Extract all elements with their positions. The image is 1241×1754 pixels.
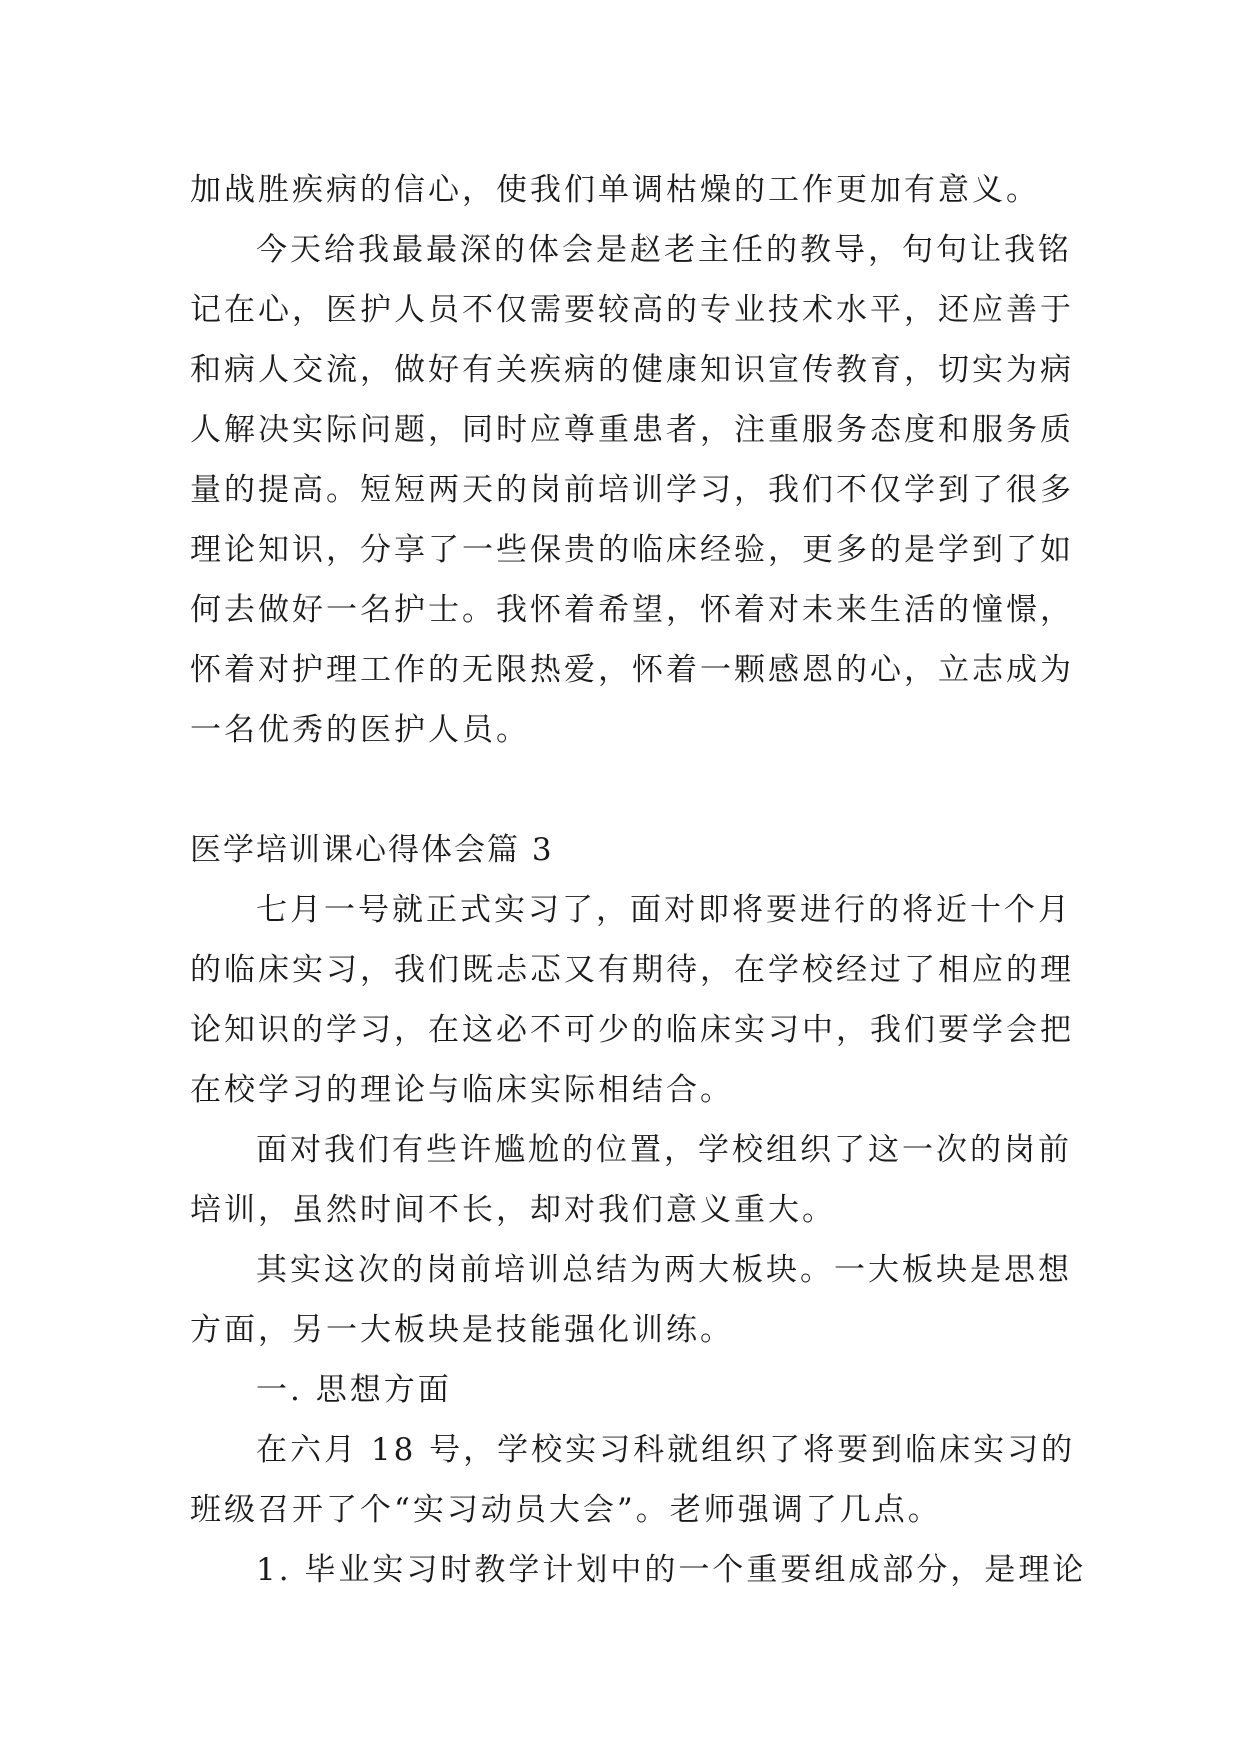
paragraph-line: 培训，虽然时间不长，却对我们意义重大。 (190, 1192, 836, 1228)
paragraph-line: 何去做好一名护士。我怀着希望，怀着对未来生活的憧憬， (190, 592, 1074, 628)
paragraph-line: 加战胜疾病的信心，使我们单调枯燥的工作更加有意义。 (190, 172, 1040, 208)
paragraph-line: 记在心，医护人员不仅需要较高的专业技术水平，还应善于 (190, 292, 1074, 328)
paragraph-line: 方面，另一大板块是技能强化训练。 (190, 1312, 734, 1348)
section-title: 医学培训课心得体会篇 3 (190, 832, 554, 868)
paragraph-line: 的临床实习，我们既忐忑又有期待，在学校经过了相应的理 (190, 952, 1074, 988)
paragraph-line: 量的提高。短短两天的岗前培训学习，我们不仅学到了很多 (190, 472, 1074, 508)
subheading: 一. 思想方面 (256, 1372, 452, 1408)
paragraph-line: 1. 毕业实习时教学计划中的一个重要组成部分，是理论 (256, 1552, 1087, 1588)
paragraph-line: 其实这次的岗前培训总结为两大板块。一大板块是思想 (256, 1252, 1072, 1288)
paragraph-line: 论知识的学习，在这必不可少的临床实习中，我们要学会把 (190, 1012, 1074, 1048)
paragraph-line: 人解决实际问题，同时应尊重患者，注重服务态度和服务质 (190, 412, 1074, 448)
paragraph-line: 七月一号就正式实习了，面对即将要进行的将近十个月 (256, 892, 1072, 928)
paragraph-line: 今天给我最最深的体会是赵老主任的教导，句句让我铭 (256, 232, 1072, 268)
document-body (190, 160, 1087, 1600)
paragraph-line: 在校学习的理论与临床实际相结合。 (190, 1072, 734, 1108)
paragraph-line: 理论知识，分享了一些保贵的临床经验，更多的是学到了如 (190, 532, 1074, 568)
paragraph-line: 和病人交流，做好有关疾病的健康知识宣传教育，切实为病 (190, 352, 1074, 388)
paragraph-line: 面对我们有些许尴尬的位置，学校组织了这一次的岗前 (256, 1132, 1072, 1168)
paragraph-line: 一名优秀的医护人员。 (190, 712, 530, 748)
paragraph-line: 在六月 18 号，学校实习科就组织了将要到临床实习的 (256, 1432, 1076, 1468)
paragraph-line: 班级召开了个“实习动员大会”。老师强调了几点。 (190, 1492, 942, 1528)
section-gap (190, 760, 1050, 820)
paragraph-line: 怀着对护理工作的无限热爱，怀着一颗感恩的心，立志成为 (190, 652, 1074, 688)
